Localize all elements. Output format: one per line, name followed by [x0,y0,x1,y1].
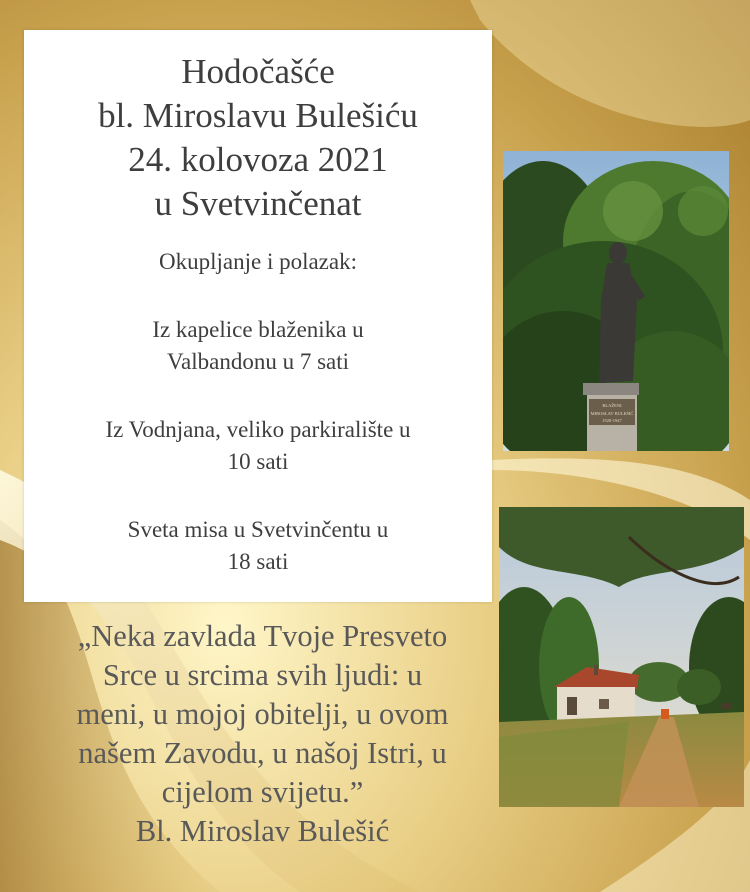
event-info-card [24,30,492,602]
title-line-1: Hodočašće [181,52,335,91]
chapel-photo [499,507,744,807]
quote-author: Bl. Miroslav Bulešić [135,814,390,848]
mass-line-1: Sveta misa u Svetvinčentu u [127,517,389,542]
mass-line-2: 18 sati [227,549,289,574]
plaque-line-2: MIROSLAV BULEŠIĆ [590,411,634,416]
event-title [24,50,492,226]
plaque-line-3: 1920-1947 [602,418,622,423]
title-line-3: 24. kolovoza 2021 [128,140,388,179]
gathering-heading: Okupljanje i polazak: [159,249,357,274]
gathering-item-2-line-1: Iz Vodnjana, veliko parkiralište u [105,417,411,442]
quote-line-5: cijelom svijetu.” [161,775,364,809]
quote-line-2: Srce u srcima svih ljudi: u [102,658,423,692]
quote-line-1: „Neka zavlada Tvoje Presveto [77,619,448,653]
blessed-quote [30,617,495,851]
gathering-item-2-line-2: 10 sati [227,449,289,474]
gathering-info [24,226,492,578]
quote-line-4: našem Zavodu, u našoj Istri, u [78,736,447,770]
statue-photo [503,151,729,451]
plaque-line-1: BLAŽENI [602,403,622,408]
quote-line-3: meni, u mojoj obitelji, u ovom [76,697,449,731]
title-line-4: u Svetvinčenat [154,184,362,223]
gathering-item-1-line-2: Valbandonu u 7 sati [166,349,350,374]
title-line-2: bl. Miroslavu Bulešiću [98,96,418,135]
gathering-item-1-line-1: Iz kapelice blaženika u [152,317,364,342]
